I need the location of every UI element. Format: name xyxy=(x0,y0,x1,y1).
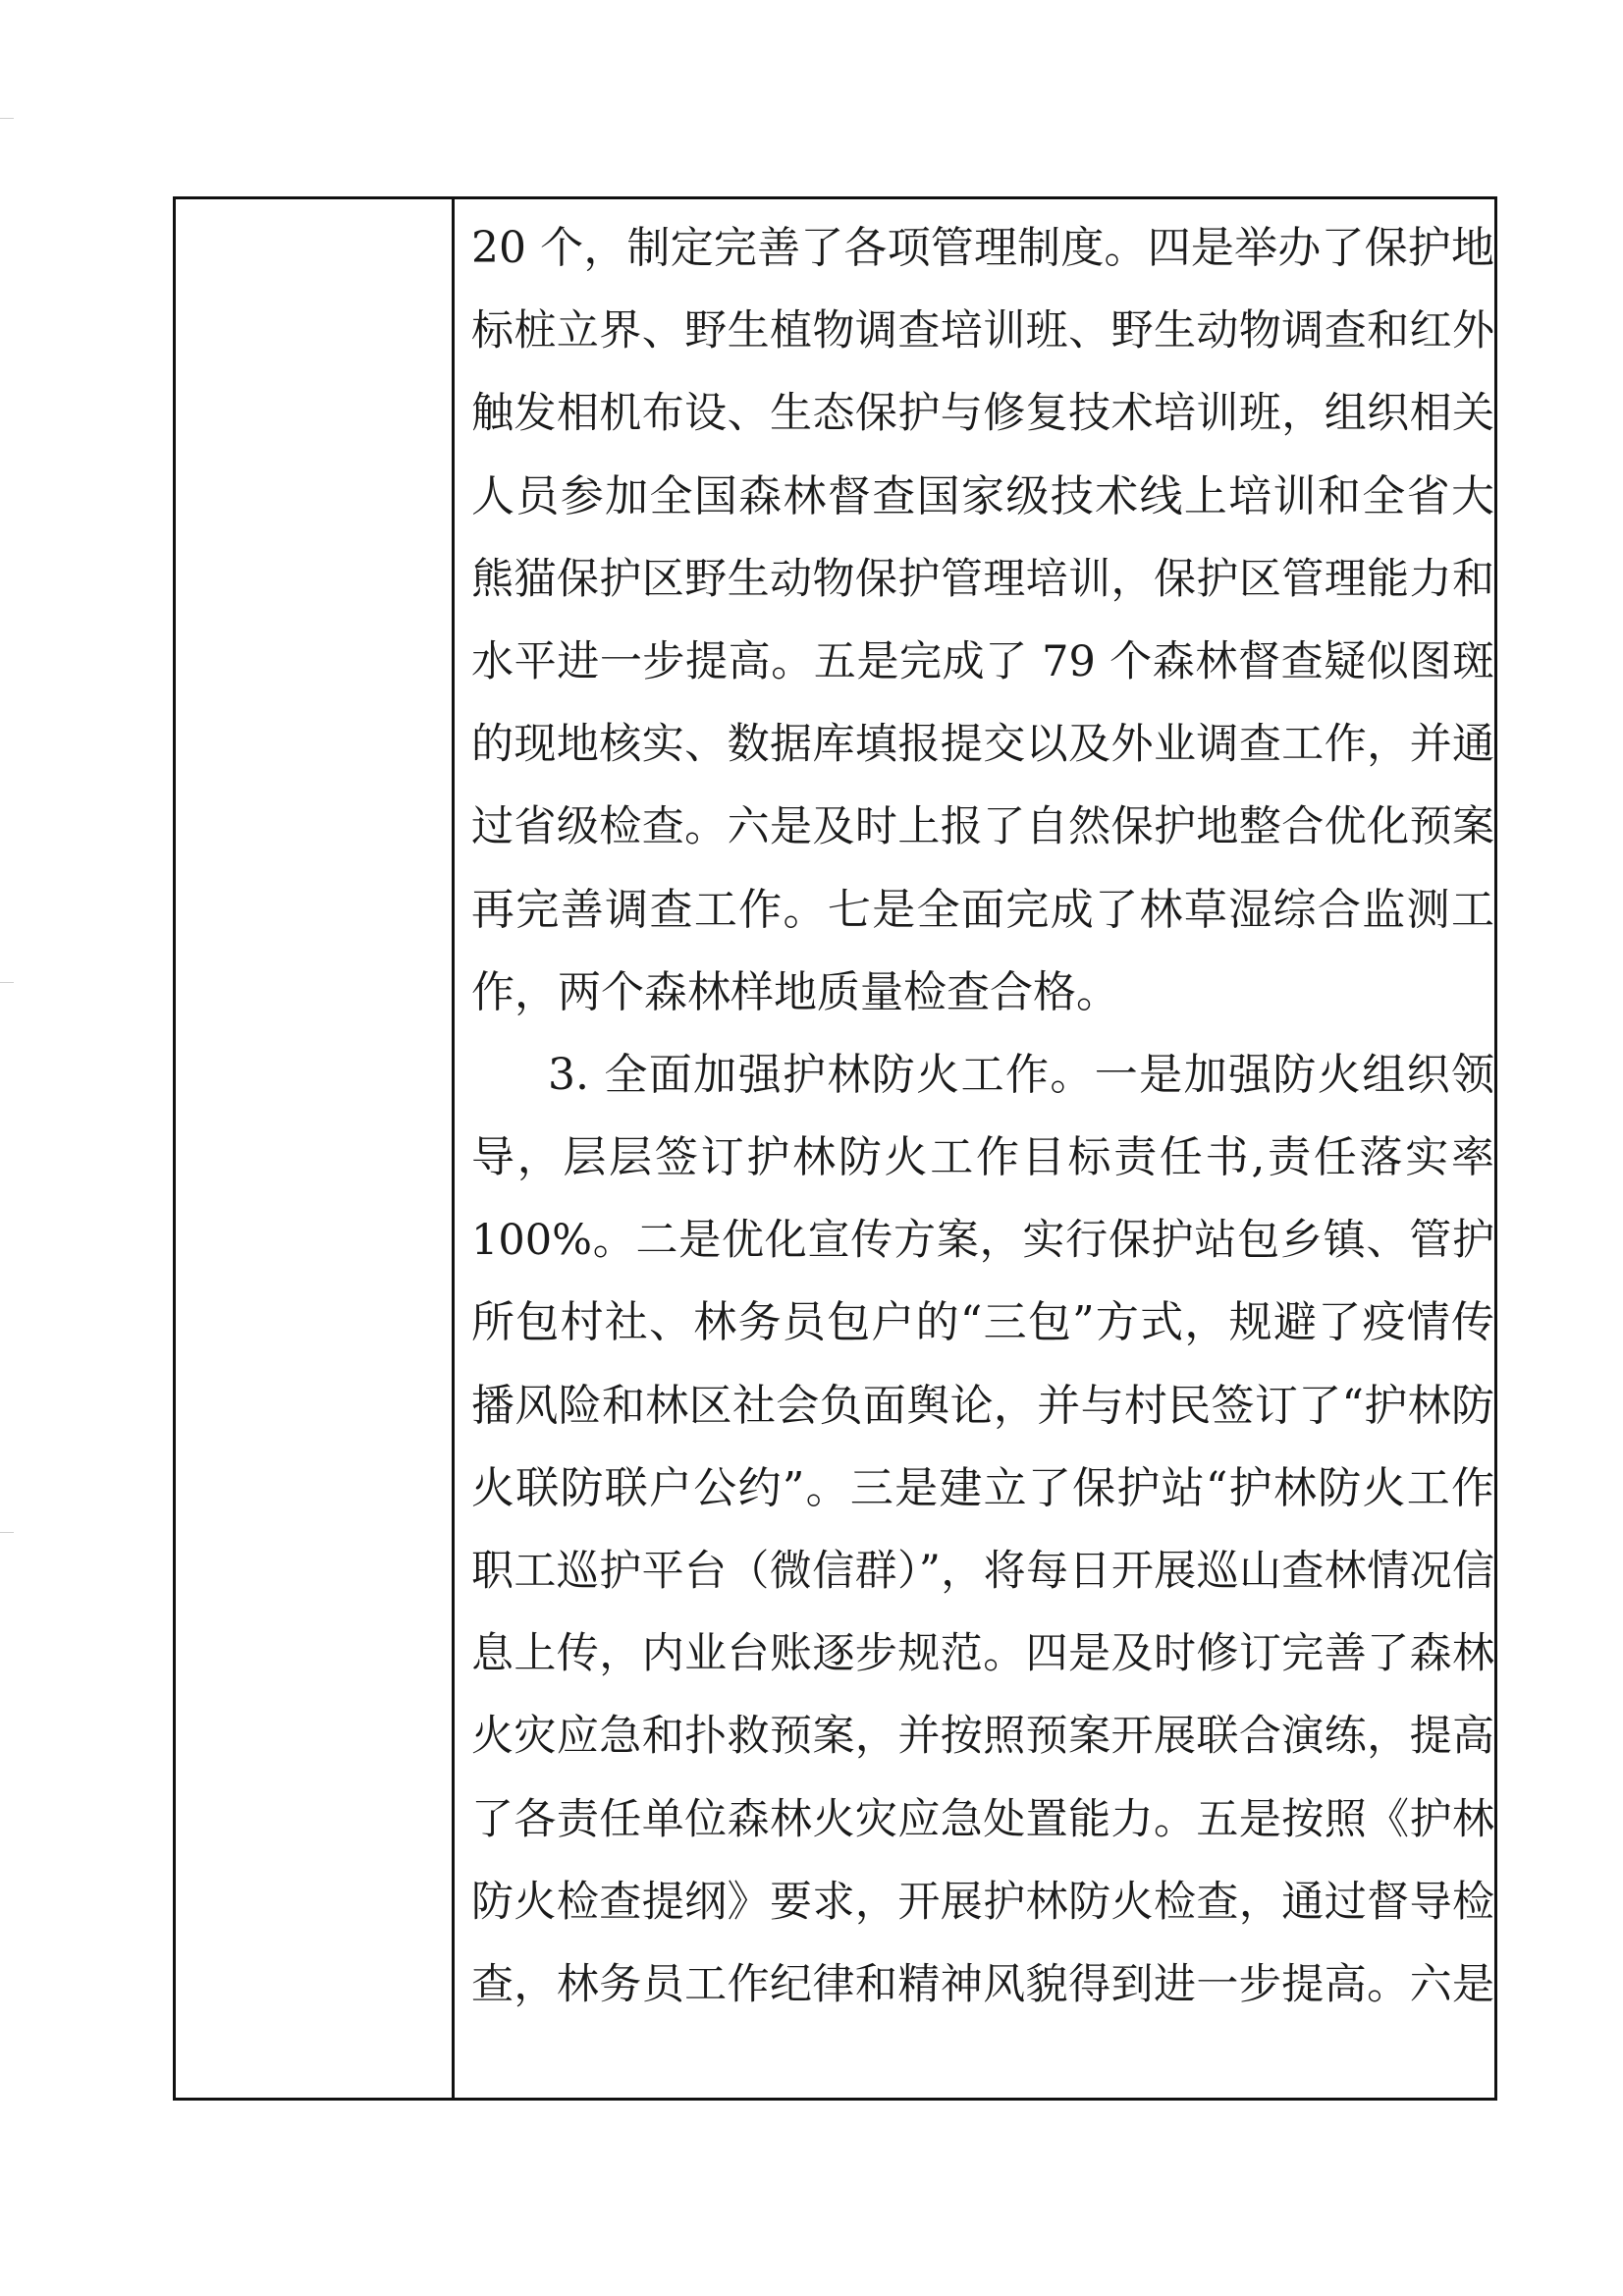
text-line: 作，两个森林样地质量检查合格。 xyxy=(471,966,1119,1017)
text-line: 熊猫保护区野生动物保护管理培训，保护区管理能力和 xyxy=(471,554,1494,604)
scan-margin-mark xyxy=(0,118,14,119)
text-line: 过省级检查。六是及时上报了自然保护地整合优化预案 xyxy=(471,802,1494,852)
text-line: 息上传，内业台账逐步规范。四是及时修订完善了森林 xyxy=(471,1629,1494,1679)
table-content-cell xyxy=(471,207,1494,2026)
text-line: 再完善调查工作。七是全面完成了林草湿综合监测工 xyxy=(471,884,1494,935)
text-line: 了各责任单位森林火灾应急处置能力。五是按照《护林 xyxy=(471,1794,1494,1844)
text-line: 100%。二是优化宣传方案，实行保护站包乡镇、管护 xyxy=(471,1216,1494,1266)
text-line: 查，林务员工作纪律和精神风貌得到进一步提高。六是 xyxy=(471,1959,1494,2009)
text-line: 人员参加全国森林督查国家级技术线上培训和全省大 xyxy=(471,470,1494,521)
text-line: 所包村社、林务员包户的“三包”方式，规避了疫情传 xyxy=(471,1297,1494,1348)
text-line: 触发相机布设、生态保护与修复技术培训班，组织相关 xyxy=(471,389,1494,439)
text-line: 火联防联户公约”。三是建立了保护站“护林防火工作 xyxy=(471,1462,1494,1513)
scan-margin-mark xyxy=(0,1532,14,1533)
text-line: 标桩立界、野生植物调查培训班、野生动物调查和红外 xyxy=(471,306,1494,356)
text-line: 导，层层签订护林防火工作目标责任书,责任落实率 xyxy=(471,1132,1494,1183)
text-line: 20 个，制定完善了各项管理制度。四是举办了保护地 xyxy=(471,223,1494,273)
text-line: 的现地核实、数据库填报提交以及外业调查工作，并通 xyxy=(471,720,1494,770)
text-line: 职工巡护平台（微信群）”，将每日开展巡山查林情况信 xyxy=(471,1547,1494,1596)
text-line: 火灾应急和扑救预案，并按照预案开展联合演练，提高 xyxy=(471,1712,1494,1762)
text-line: 水平进一步提高。五是完成了 79 个森林督查疑似图斑 xyxy=(471,636,1494,686)
text-line: 防火检查提纲》要求，开展护林防火检查，通过督导检 xyxy=(471,1877,1494,1927)
table-column-divider xyxy=(452,196,455,2101)
section-heading-line: 3. 全面加强护林防火工作。一是加强防火组织领 xyxy=(548,1049,1494,1100)
text-line: 播风险和林区社会负面舆论，并与村民签订了“护林防 xyxy=(471,1380,1494,1431)
scan-margin-mark xyxy=(0,982,14,983)
